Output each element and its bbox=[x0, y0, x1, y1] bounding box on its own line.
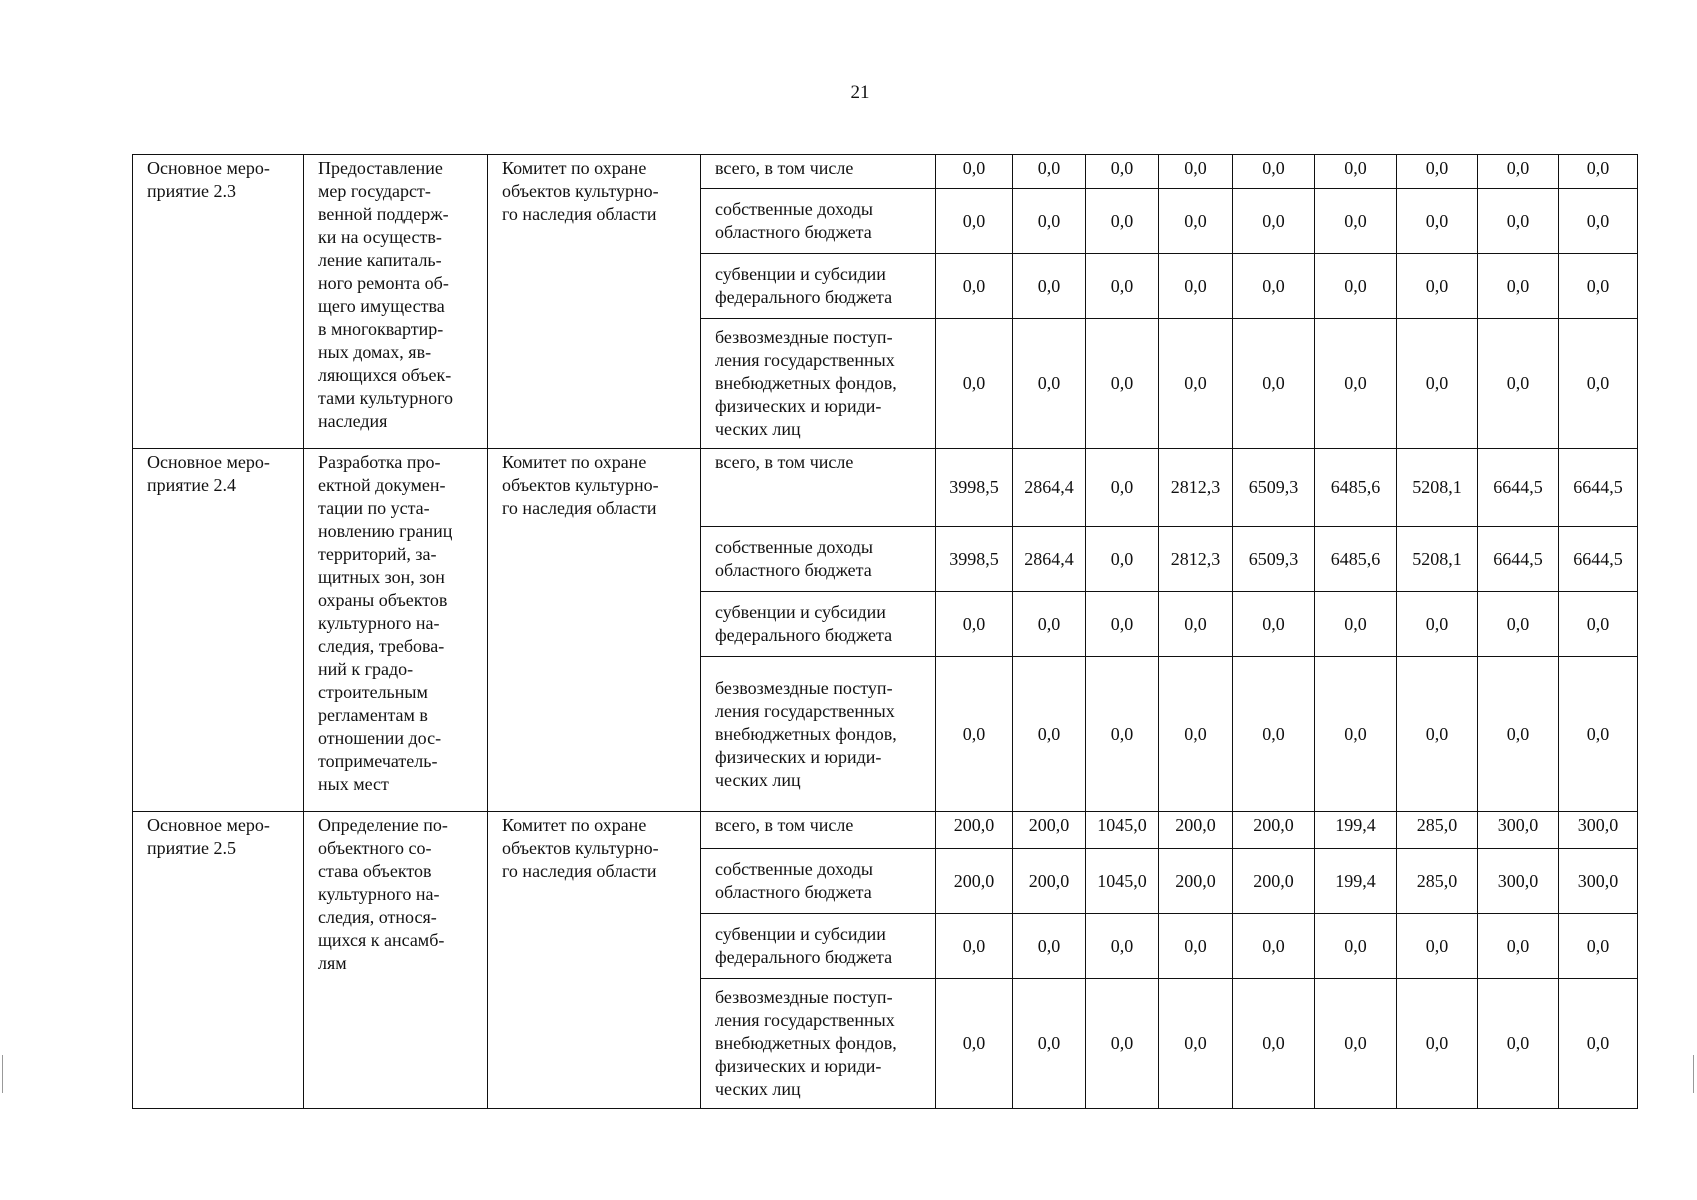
page-number: 21 bbox=[850, 82, 870, 103]
amount-cell: 0,0 bbox=[1159, 657, 1233, 812]
amount-cell: 0,0 bbox=[1559, 979, 1638, 1109]
amount-cell: 0,0 bbox=[1233, 979, 1315, 1109]
amount-cell: 0,0 bbox=[1086, 155, 1159, 189]
amount-cell: 200,0 bbox=[1233, 849, 1315, 914]
event-cell: Основное меро- приятие 2.5 bbox=[133, 812, 304, 1109]
funding-source-label: всего, в том числе bbox=[701, 812, 936, 849]
amount-cell: 5208,1 bbox=[1397, 449, 1478, 527]
amount-cell: 0,0 bbox=[1159, 979, 1233, 1109]
amount-cell: 3998,5 bbox=[936, 527, 1013, 592]
funding-source-label: собственные доходы областного бюджета bbox=[701, 189, 936, 254]
amount-cell: 0,0 bbox=[1315, 592, 1397, 657]
amount-cell: 0,0 bbox=[1013, 914, 1086, 979]
amount-cell: 200,0 bbox=[1013, 812, 1086, 849]
amount-cell: 0,0 bbox=[1478, 155, 1559, 189]
amount-cell: 0,0 bbox=[1086, 189, 1159, 254]
amount-cell: 0,0 bbox=[1397, 914, 1478, 979]
amount-cell: 0,0 bbox=[1233, 914, 1315, 979]
table-row bbox=[133, 449, 1638, 527]
amount-cell: 0,0 bbox=[1315, 914, 1397, 979]
amount-cell: 199,4 bbox=[1315, 849, 1397, 914]
amount-cell: 0,0 bbox=[1315, 254, 1397, 319]
amount-cell: 6485,6 bbox=[1315, 527, 1397, 592]
executor-cell: Комитет по охране объектов культурно- го наследия области bbox=[488, 155, 701, 449]
amount-cell: 0,0 bbox=[936, 592, 1013, 657]
amount-cell: 0,0 bbox=[1478, 657, 1559, 812]
amount-cell: 0,0 bbox=[936, 979, 1013, 1109]
amount-cell: 0,0 bbox=[1478, 592, 1559, 657]
table-row bbox=[133, 155, 1638, 189]
amount-cell: 200,0 bbox=[1013, 849, 1086, 914]
amount-cell: 0,0 bbox=[1233, 189, 1315, 254]
amount-cell: 5208,1 bbox=[1397, 527, 1478, 592]
amount-cell: 2864,4 bbox=[1013, 527, 1086, 592]
amount-cell: 0,0 bbox=[936, 319, 1013, 449]
amount-cell: 285,0 bbox=[1397, 849, 1478, 914]
amount-cell: 0,0 bbox=[936, 155, 1013, 189]
amount-cell: 0,0 bbox=[1397, 155, 1478, 189]
funding-source-label: безвозмездные поступ- ления государственных внебюджетных фондов, физических и юриди- ческих лиц bbox=[701, 657, 936, 812]
funding-source-label: всего, в том числе bbox=[701, 449, 936, 527]
amount-cell: 2812,3 bbox=[1159, 449, 1233, 527]
funding-source-label: субвенции и субсидии федерального бюджета bbox=[701, 254, 936, 319]
funding-source-label: всего, в том числе bbox=[701, 155, 936, 189]
amount-cell: 0,0 bbox=[1559, 657, 1638, 812]
amount-cell: 0,0 bbox=[1013, 319, 1086, 449]
amount-cell: 0,0 bbox=[1013, 189, 1086, 254]
amount-cell: 285,0 bbox=[1397, 812, 1478, 849]
description-cell: Разработка про- ектной докумен- тации по уста- новлению границ территорий, за- щитных зон, зон охраны объектов культурного на- следия, требова- ний к градо- строительным регламентам в отношении дос- топримечатель- ных мест bbox=[304, 449, 488, 812]
amount-cell: 200,0 bbox=[936, 849, 1013, 914]
amount-cell: 0,0 bbox=[936, 914, 1013, 979]
funding-source-label: безвозмездные поступ- ления государственных внебюджетных фондов, физических и юриди- ческих лиц bbox=[701, 979, 936, 1109]
amount-cell: 3998,5 bbox=[936, 449, 1013, 527]
amount-cell: 0,0 bbox=[1086, 319, 1159, 449]
amount-cell: 0,0 bbox=[1013, 254, 1086, 319]
amount-cell: 300,0 bbox=[1478, 849, 1559, 914]
amount-cell: 6644,5 bbox=[1559, 449, 1638, 527]
amount-cell: 0,0 bbox=[1559, 914, 1638, 979]
funding-source-label: безвозмездные поступ- ления государственных внебюджетных фондов, физических и юриди- ческих лиц bbox=[701, 319, 936, 449]
amount-cell: 0,0 bbox=[936, 254, 1013, 319]
amount-cell: 0,0 bbox=[1478, 979, 1559, 1109]
amount-cell: 0,0 bbox=[1159, 319, 1233, 449]
amount-cell: 0,0 bbox=[1086, 979, 1159, 1109]
amount-cell: 0,0 bbox=[1559, 592, 1638, 657]
amount-cell: 0,0 bbox=[1478, 914, 1559, 979]
funding-source-label: собственные доходы областного бюджета bbox=[701, 849, 936, 914]
amount-cell: 6644,5 bbox=[1478, 527, 1559, 592]
description-cell: Предоставление мер государст- венной поддерж- ки на осуществ- ление капиталь- ного ремонта об- щего имущества в многоквартир- ных домах, яв- ляющихся объек- тами культурного наследия bbox=[304, 155, 488, 449]
amount-cell: 0,0 bbox=[1397, 319, 1478, 449]
amount-cell: 0,0 bbox=[1559, 319, 1638, 449]
amount-cell: 0,0 bbox=[1013, 657, 1086, 812]
amount-cell: 0,0 bbox=[1397, 979, 1478, 1109]
amount-cell: 200,0 bbox=[936, 812, 1013, 849]
amount-cell: 0,0 bbox=[1013, 979, 1086, 1109]
amount-cell: 0,0 bbox=[1478, 254, 1559, 319]
amount-cell: 0,0 bbox=[1233, 592, 1315, 657]
amount-cell: 6509,3 bbox=[1233, 449, 1315, 527]
amount-cell: 0,0 bbox=[1159, 155, 1233, 189]
amount-cell: 0,0 bbox=[1315, 319, 1397, 449]
amount-cell: 6485,6 bbox=[1315, 449, 1397, 527]
event-cell: Основное меро- приятие 2.4 bbox=[133, 449, 304, 812]
amount-cell: 0,0 bbox=[1159, 592, 1233, 657]
amount-cell: 0,0 bbox=[1397, 254, 1478, 319]
amount-cell: 0,0 bbox=[1478, 189, 1559, 254]
amount-cell: 200,0 bbox=[1159, 849, 1233, 914]
amount-cell: 300,0 bbox=[1478, 812, 1559, 849]
scan-edge-mark-right bbox=[1693, 1055, 1694, 1093]
amount-cell: 1045,0 bbox=[1086, 849, 1159, 914]
funding-source-label: субвенции и субсидии федерального бюджета bbox=[701, 592, 936, 657]
amount-cell: 0,0 bbox=[1159, 914, 1233, 979]
amount-cell: 0,0 bbox=[1086, 592, 1159, 657]
amount-cell: 0,0 bbox=[1086, 914, 1159, 979]
amount-cell: 300,0 bbox=[1559, 849, 1638, 914]
amount-cell: 1045,0 bbox=[1086, 812, 1159, 849]
amount-cell: 0,0 bbox=[1233, 155, 1315, 189]
description-cell: Определение по- объектного со- става объектов культурного на- следия, относя- щихся к ансамб- лям bbox=[304, 812, 488, 1109]
amount-cell: 6509,3 bbox=[1233, 527, 1315, 592]
amount-cell: 0,0 bbox=[1478, 319, 1559, 449]
amount-cell: 0,0 bbox=[1159, 189, 1233, 254]
funding-source-label: собственные доходы областного бюджета bbox=[701, 527, 936, 592]
amount-cell: 0,0 bbox=[1013, 155, 1086, 189]
executor-cell: Комитет по охране объектов культурно- го наследия области bbox=[488, 449, 701, 812]
amount-cell: 0,0 bbox=[1559, 254, 1638, 319]
amount-cell: 0,0 bbox=[1233, 657, 1315, 812]
amount-cell: 300,0 bbox=[1559, 812, 1638, 849]
amount-cell: 0,0 bbox=[936, 657, 1013, 812]
amount-cell: 199,4 bbox=[1315, 812, 1397, 849]
amount-cell: 0,0 bbox=[1315, 155, 1397, 189]
event-cell: Основное меро- приятие 2.3 bbox=[133, 155, 304, 449]
table-row bbox=[133, 812, 1638, 849]
amount-cell: 0,0 bbox=[1315, 657, 1397, 812]
amount-cell: 0,0 bbox=[1559, 189, 1638, 254]
amount-cell: 2864,4 bbox=[1013, 449, 1086, 527]
amount-cell: 0,0 bbox=[1159, 254, 1233, 319]
funding-source-label: субвенции и субсидии федерального бюджета bbox=[701, 914, 936, 979]
amount-cell: 200,0 bbox=[1233, 812, 1315, 849]
amount-cell: 0,0 bbox=[1315, 979, 1397, 1109]
amount-cell: 0,0 bbox=[1086, 254, 1159, 319]
amount-cell: 0,0 bbox=[1233, 319, 1315, 449]
amount-cell: 0,0 bbox=[1397, 189, 1478, 254]
amount-cell: 0,0 bbox=[1397, 592, 1478, 657]
amount-cell: 0,0 bbox=[1315, 189, 1397, 254]
amount-cell: 0,0 bbox=[1086, 527, 1159, 592]
amount-cell: 6644,5 bbox=[1559, 527, 1638, 592]
amount-cell: 200,0 bbox=[1159, 812, 1233, 849]
amount-cell: 0,0 bbox=[1086, 657, 1159, 812]
amount-cell: 0,0 bbox=[1397, 657, 1478, 812]
amount-cell: 6644,5 bbox=[1478, 449, 1559, 527]
amount-cell: 2812,3 bbox=[1159, 527, 1233, 592]
amount-cell: 0,0 bbox=[1233, 254, 1315, 319]
amount-cell: 0,0 bbox=[1013, 592, 1086, 657]
amount-cell: 0,0 bbox=[1086, 449, 1159, 527]
executor-cell: Комитет по охране объектов культурно- го наследия области bbox=[488, 812, 701, 1109]
amount-cell: 0,0 bbox=[1559, 155, 1638, 189]
amount-cell: 0,0 bbox=[936, 189, 1013, 254]
budget-table bbox=[132, 154, 1638, 1109]
scan-edge-mark-left bbox=[2, 1055, 3, 1093]
